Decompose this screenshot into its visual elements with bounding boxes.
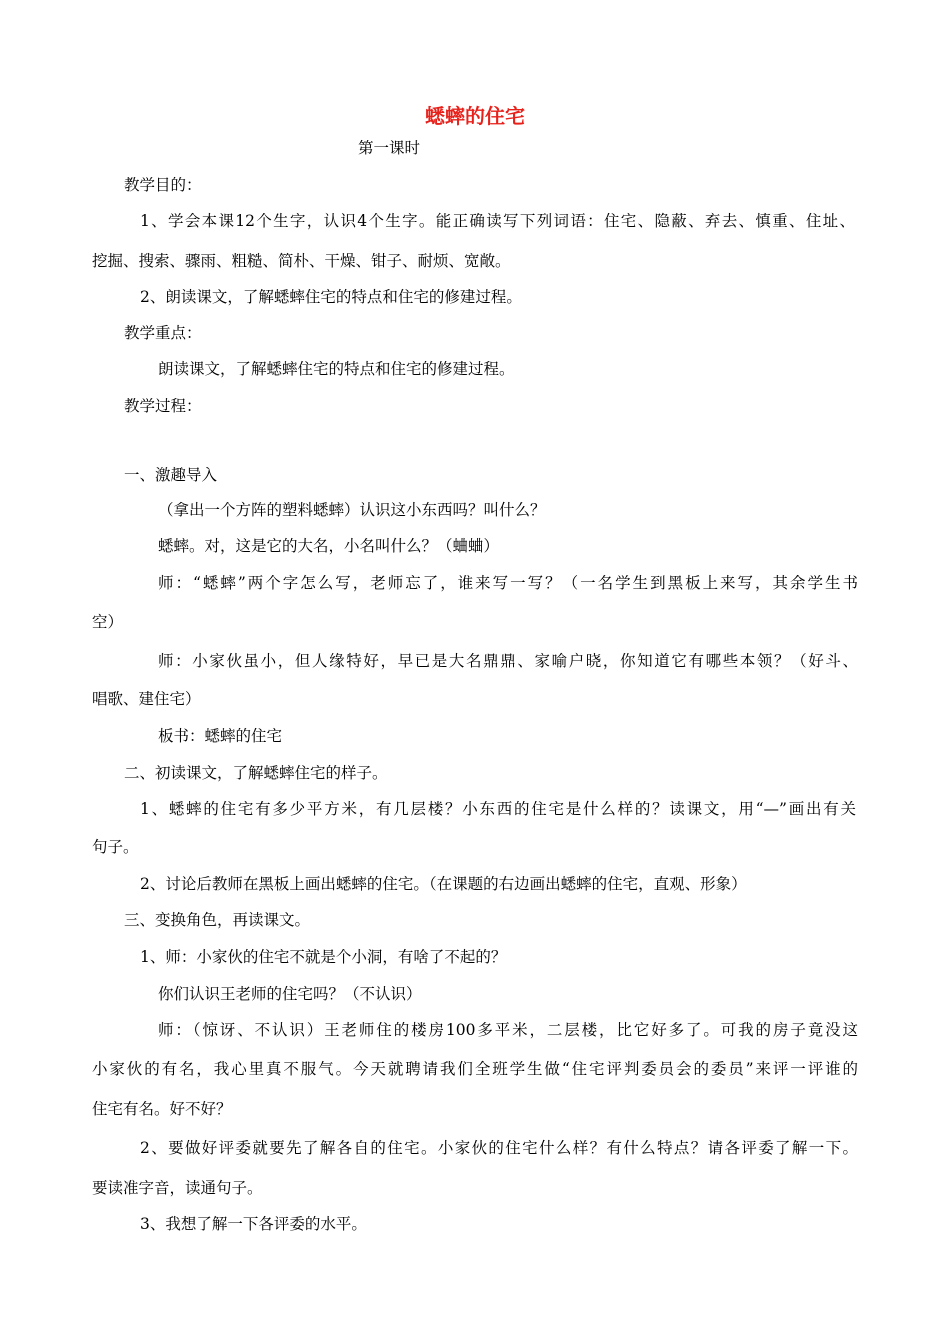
goal-1-line-2: 挖掘、搜索、骤雨、粗糙、简朴、干燥、钳子、耐烦、宽敞。 xyxy=(92,252,511,270)
section-1-para-4-line-1: 师：小家伙虽小，但人缘特好，早已是大名鼎鼎、家喻户晓，你知道它有哪些本领？（好斗、 xyxy=(158,652,858,670)
document-title: 蟋蟀的住宅 xyxy=(425,104,525,128)
section-1-para-3-line-2: 空） xyxy=(92,613,124,631)
goal-2: 2、朗读课文，了解蟋蟀住宅的特点和住宅的修建过程。 xyxy=(140,288,522,306)
goal-1-line-1: 1、学会本课12个生字，认识4个生字。能正确读写下列词语：住宅、隐蔽、弃去、慎重、住址、 xyxy=(140,212,855,230)
section-1-para-4-line-2: 唱歌、建住宅） xyxy=(92,690,201,708)
section-1-para-1: （拿出一个方阵的塑料蟋蟀）认识这小东西吗？叫什么？ xyxy=(158,501,546,519)
goals-heading: 教学目的： xyxy=(124,176,202,194)
section-1-para-3-line-1: 师：“蟋蟀”两个字怎么写，老师忘了，谁来写一写？（一名学生到黑板上来写，其余学生书 xyxy=(158,574,858,592)
section-1-para-2: 蟋蟀。对，这是它的大名，小名叫什么？（蛐蛐） xyxy=(158,537,500,555)
process-heading: 教学过程： xyxy=(124,397,202,415)
section-3-para-4-line-2: 要读准字音，读通句子。 xyxy=(92,1179,263,1197)
section-2-para-2: 2、讨论后教师在黑板上画出蟋蟀的住宅。（在课题的右边画出蟋蟀的住宅，直观、形象） xyxy=(140,875,747,893)
focus-text: 朗读课文，了解蟋蟀住宅的特点和住宅的修建过程。 xyxy=(158,360,515,378)
section-3-heading: 三、变换角色，再读课文。 xyxy=(124,911,311,929)
section-3-para-1: 1、师：小家伙的住宅不就是个小洞，有啥了不起的？ xyxy=(140,948,507,966)
focus-heading: 教学重点： xyxy=(124,324,202,342)
section-2-para-1-line-1: 1、蟋蟀的住宅有多少平方米，有几层楼？小东西的住宅是什么样的？读课文，用“—”画出有关 xyxy=(140,800,856,818)
lesson-period: 第一课时 xyxy=(358,139,421,157)
section-2-heading: 二、初读课文，了解蟋蟀住宅的样子。 xyxy=(124,764,388,782)
section-3-para-3-line-3: 住宅有名。好不好？ xyxy=(92,1100,232,1118)
section-3-para-5: 3、我想了解一下各评委的水平。 xyxy=(140,1215,367,1233)
section-1-para-5: 板书：蟋蟀的住宅 xyxy=(158,727,283,745)
section-3-para-4-line-1: 2、要做好评委就要先了解各自的住宅。小家伙的住宅什么样？有什么特点？请各评委了解一下。 xyxy=(140,1139,858,1157)
section-3-para-3-line-2: 小家伙的有名，我心里真不服气。今天就聘请我们全班学生做“住宅评判委员会的委员”来评一评谁的 xyxy=(92,1060,858,1078)
section-2-para-1-line-2: 句子。 xyxy=(92,838,139,856)
section-3-para-3-line-1: 师：（惊讶、不认识）王老师住的楼房100多平米，二层楼，比它好多了。可我的房子竟没这 xyxy=(158,1021,858,1039)
section-3-para-2: 你们认识王老师的住宅吗？（不认识） xyxy=(158,985,422,1003)
section-1-heading: 一、激趣导入 xyxy=(124,466,218,484)
